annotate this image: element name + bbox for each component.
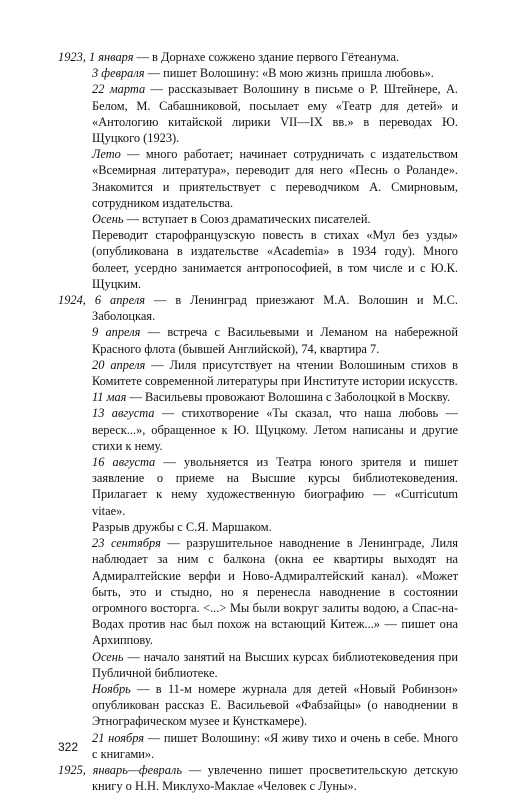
- entry-text: — увольняется из Театра юного зрителя и пишет заявление о приеме на Высшие курсы библиотековедения. Прилагает к нему художественную биографию — «Curricutum vitae».: [92, 455, 458, 518]
- date-label: 13 августа: [92, 406, 155, 421]
- date-label: 23 сентября: [92, 536, 161, 551]
- date-label: Лето: [92, 147, 121, 162]
- entry-november: [58, 681, 458, 730]
- entry-text: — Васильевы провожают Волошина с Заболоцкой в Москву.: [126, 390, 451, 405]
- date-label: 11 мая: [92, 390, 127, 405]
- date-label: 21 ноября: [92, 730, 145, 745]
- entry-mar-22: [58, 81, 458, 146]
- entry-summer: [58, 146, 458, 211]
- date-label: 1925, январь—февраль: [58, 762, 182, 777]
- page-number: 322: [58, 740, 79, 754]
- entry-translation: [58, 227, 458, 292]
- entry-nov-21: [58, 730, 458, 762]
- date-label: Осень: [92, 649, 124, 664]
- entry-text: — вступает в Союз драматических писателей.: [123, 212, 371, 227]
- date-label: 3 февраля: [92, 66, 145, 81]
- entry-1924-apr-6: [58, 292, 458, 324]
- entry-text: — встреча с Васильевыми и Леманом на набережной Красного флота (бывшей Английской), 74, квартира 7.: [92, 325, 458, 356]
- entry-text: — рассказывает Волошину в письме о Р. Штейнере, А. Белом, М. Сабашниковой, посылает ему «Театр для детей» и «Антологию китайской лирики VII—IX вв.» в переводах Ю. Щуцкого (1923).: [92, 82, 458, 146]
- entry-1925-jan-feb: [58, 762, 458, 794]
- entry-autumn-courses: [58, 649, 458, 681]
- entry-text: — в Ленинград приезжают М.А. Волошин и М.С. Заболоцкая.: [92, 293, 458, 324]
- date-label: 9 апреля: [92, 325, 141, 340]
- date-label: 16 августа: [92, 455, 156, 470]
- chronology-text: [58, 49, 458, 794]
- date-label: 1923, 1 января: [58, 50, 134, 64]
- date-label: Ноябрь: [92, 681, 131, 696]
- entry-aug-13: [58, 405, 458, 454]
- entry-text: — в 11-м номере журнала для детей «Новый Робинзон» опубликован рассказ Е. Васильевой «Фабзайцы» (о наводнении в Этнографическом музее и Кунсткамере).: [92, 681, 458, 729]
- entry-text: Разрыв дружбы с С.Я. Маршаком.: [92, 519, 272, 534]
- entry-apr-9: [58, 324, 458, 356]
- entry-text: — пишет Волошину: «Я живу тихо и очень в себе. Много с книгами».: [92, 730, 458, 761]
- date-label: 22 марта: [92, 82, 146, 97]
- entry-text: — много работает; начинает сотрудничать с издательством «Всемирная литература», переводит для него «Песнь о Роланде». Знакомится и приятельствует с переводчиком А. Смирновым, сотрудником издательства.: [92, 147, 458, 210]
- date-label: 20 апреля: [92, 357, 146, 372]
- entry-apr-20: [58, 357, 458, 389]
- entry-text: — увлеченно пишет просветительскую детскую книгу о Н.Н. Миклухо-Маклае «Человек с Луны».: [92, 762, 458, 794]
- date-label: 1924, 6 апреля: [58, 293, 145, 308]
- entry-text: — стихотворение «Ты сказал, что наша любовь — вереск...», обращенное к Ю. Щуцкому. Летом написаны и другие стихи к нему.: [92, 406, 458, 453]
- entry-aug-16: [58, 454, 458, 519]
- entry-autumn: [58, 211, 458, 227]
- entry-text: — в Дорнахе сожжено здание первого Гётеанума.: [133, 50, 400, 64]
- entry-text: — разрушительное наводнение в Ленинграде, Лиля наблюдает за ним с балкона (окна ее квартиры выходят на Адмиралтейские верфи и Ново-Адмиралтейский канал). «Может быть, это и стыдно, но я перенесла наводнение в состоянии огромного восторга. <...> Мы были вокруг залиты водою, а Спас-на-Водах против нас был похож на встающий Китеж...» — пишет она Архиппову.: [92, 536, 459, 648]
- entry-text: — пишет Волошину: «В мою жизнь пришла любовь».: [144, 66, 434, 81]
- entry-1923-jan-1: [58, 49, 458, 65]
- entry-text: — Лиля присутствует на чтении Волошиным стихов в Комитете современной литературы при Институте истории искусств.: [92, 357, 458, 389]
- entry-text: — начало занятий на Высших курсах библиотековедения при Публичной библиотеке.: [92, 649, 458, 680]
- entry-sep-23: [58, 535, 458, 648]
- entry-feb-3: [58, 65, 458, 81]
- date-label: Осень: [92, 212, 124, 227]
- entry-text: Переводит старофранцузскую повесть в стихах «Мул без узды» (опубликована в издательстве «Academia» в 1934 году). Много болеет, усердно занимается антропософией, в том числе и с Ю.К. Щуцким.: [92, 228, 458, 291]
- entry-may-11: [58, 389, 458, 405]
- entry-marshak: [58, 519, 458, 535]
